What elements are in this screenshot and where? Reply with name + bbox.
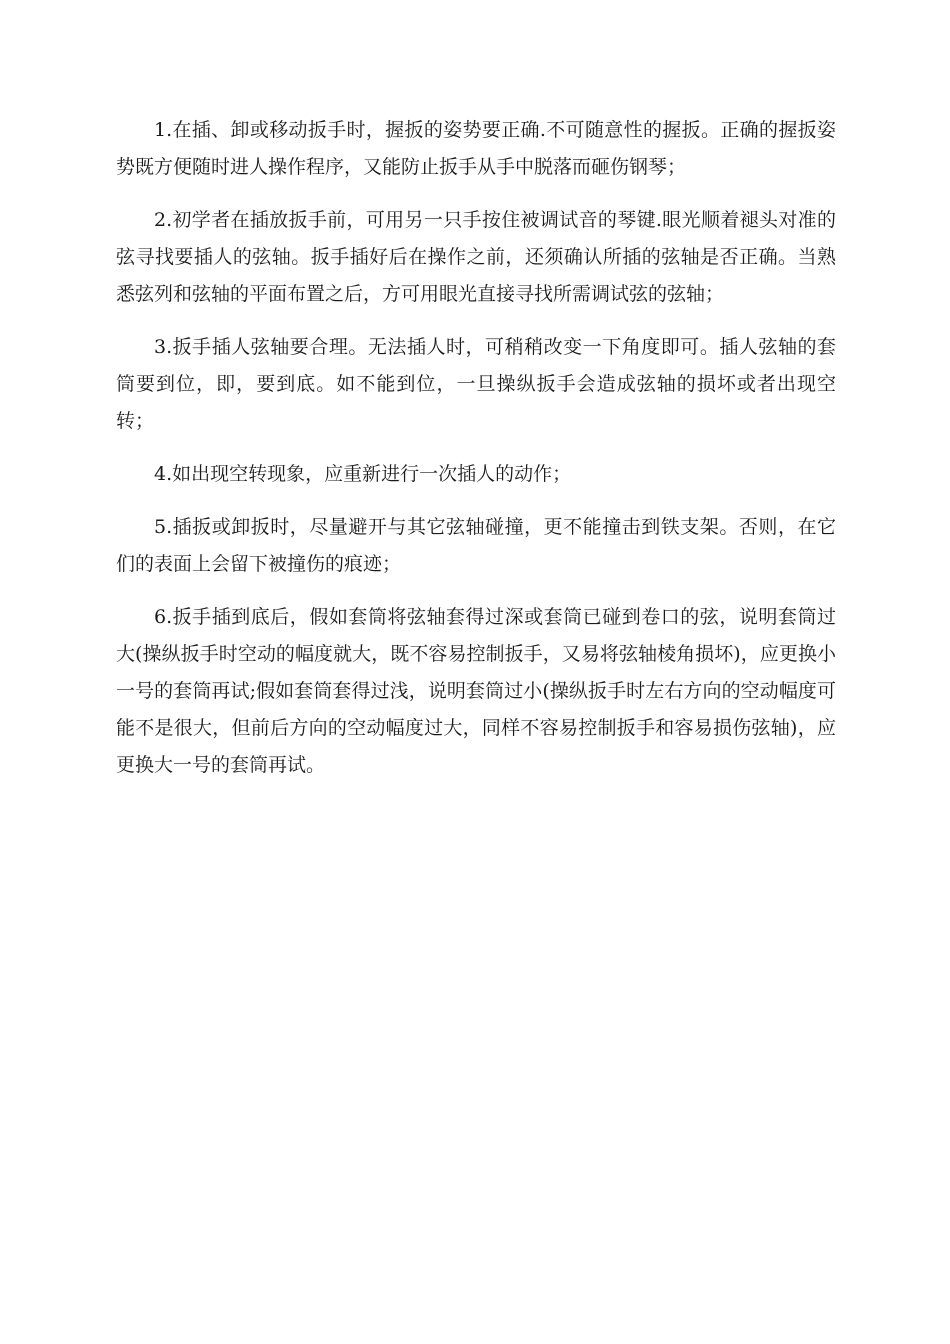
paragraph-6: 6.扳手插到底后，假如套筒将弦轴套得过深或套筒已碰到卷口的弦，说明套筒过大(操纵扳手时空动的幅度就大，既不容易控制扳手，又易将弦轴棱角损坏)，应更换小一号的套筒再试;假如套筒套得过浅，说明套筒过小(操纵扳手时左右方向的空动幅度可能不是很大，但前后方向的空动幅度过大，同样不容易控制扳手和容易损伤弦轴)，应更换大一号的套筒再试。 — [116, 606, 836, 776]
paragraph-3: 3.扳手插人弦轴要合理。无法插人时，可稍稍改变一下角度即可。插人弦轴的套筒要到位，即，要到底。如不能到位，一旦操纵扳手会造成弦轴的损坏或者出现空转； — [116, 336, 836, 432]
paragraph-2: 2.初学者在插放扳手前，可用另一只手按住被调试音的琴键.眼光顺着褪头对准的弦寻找要插人的弦轴。扳手插好后在操作之前，还须确认所插的弦轴是否正确。当熟悉弦列和弦轴的平面布置之后，方可用眼光直接寻找所需调试弦的弦轴； — [116, 209, 836, 305]
paragraph-4: 4.如出现空转现象，应重新进行一次插人的动作； — [154, 463, 572, 485]
paragraph-5: 5.插扳或卸扳时，尽量避开与其它弦轴碰撞，更不能撞击到铁支架。否则，在它们的表面上会留下被撞伤的痕迹； — [116, 516, 836, 575]
paragraph-1: 1.在插、卸或移动扳手时，握扳的姿势要正确.不可随意性的握扳。正确的握扳姿势既方便随时进人操作程序，又能防止扳手从手中脱落而砸伤钢琴； — [116, 119, 836, 178]
document-body — [116, 112, 836, 800]
